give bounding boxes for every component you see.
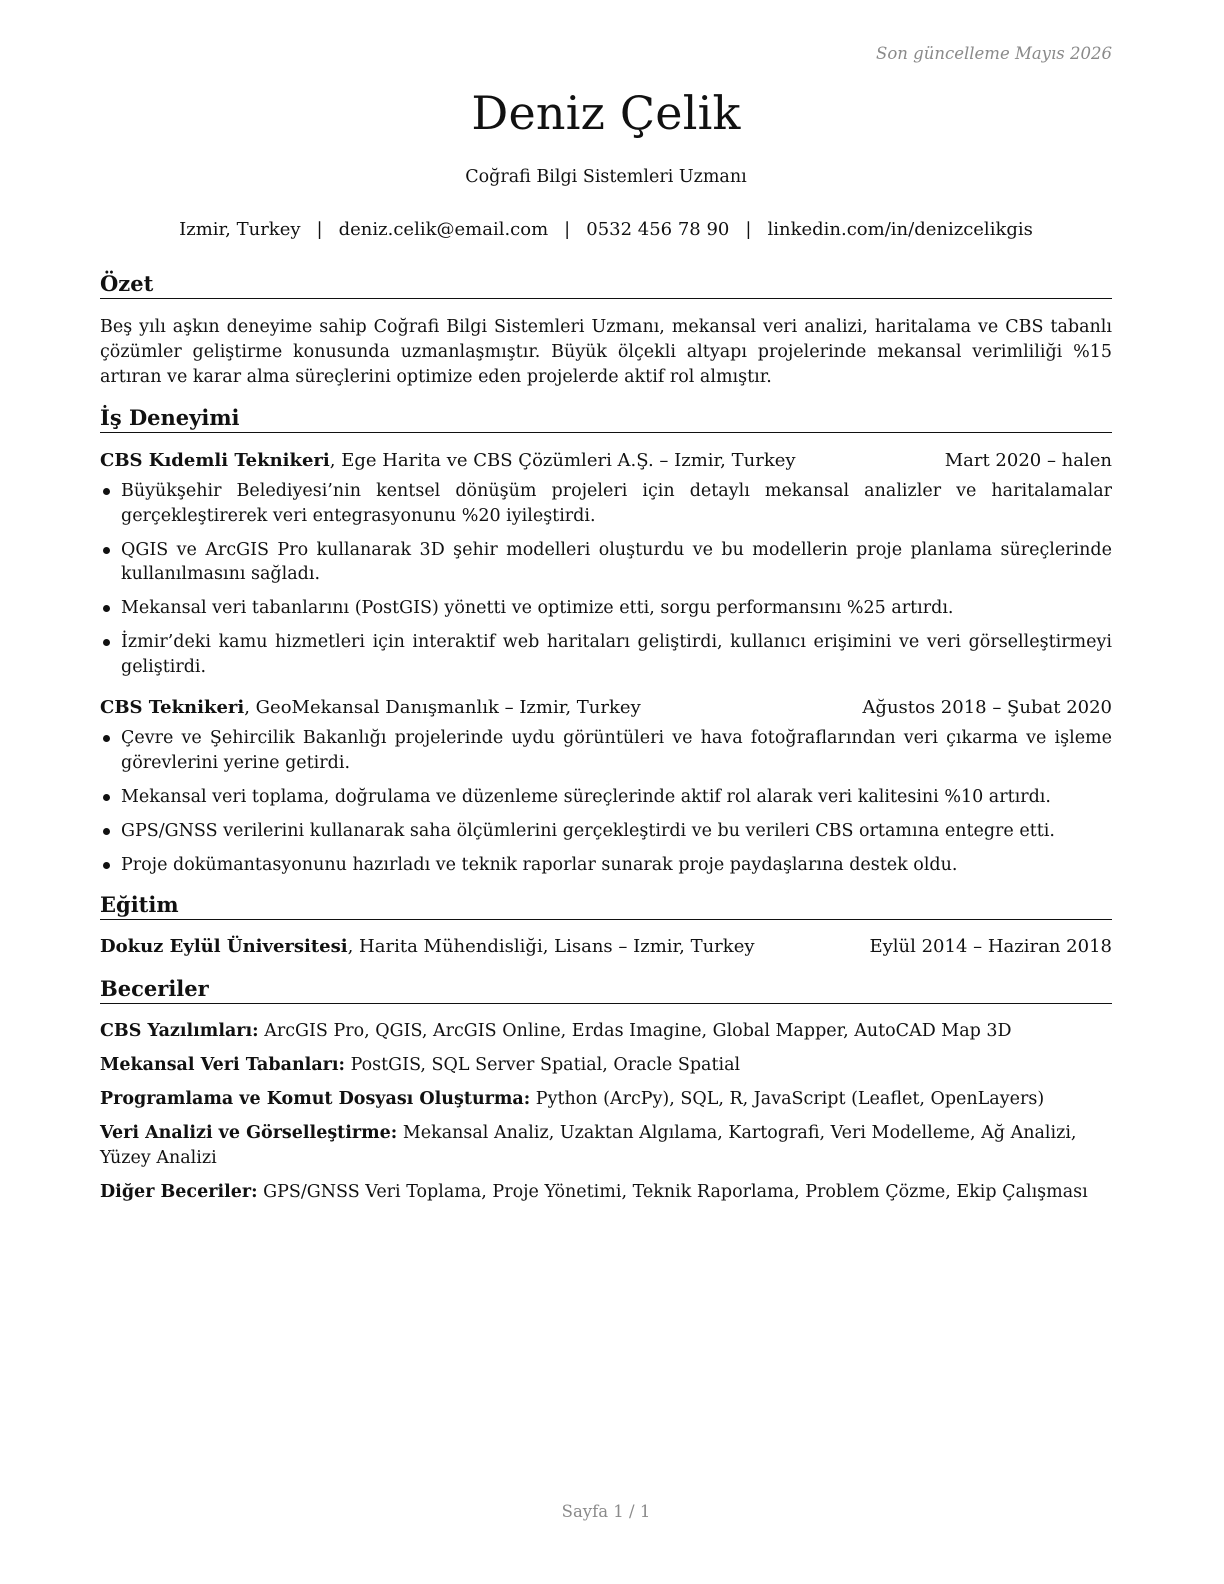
- job-header: [100, 449, 1112, 473]
- skill-line: [100, 1087, 1112, 1112]
- section-heading-experience: İş Deneyimi: [100, 406, 1112, 433]
- separator: |: [564, 219, 571, 240]
- section-heading-skills: Beceriler: [100, 977, 1112, 1004]
- skill-line: [100, 1121, 1112, 1171]
- list-item: GPS/GNSS verilerini kullanarak saha ölçümlerini gerçekleştirdi ve bu verileri CBS ortamına entegre etti.: [100, 819, 1112, 844]
- resume-page: [100, 0, 1112, 1584]
- skill-value: Mekansal Analiz, Uzaktan Algılama, Kartografi, Veri Modelleme, Ağ Analizi, Yüzey Analizi: [100, 1123, 1077, 1168]
- skill-line: [100, 1180, 1112, 1205]
- list-item: QGIS ve ArcGIS Pro kullanarak 3D şehir modelleri oluşturdu ve bu modellerin proje planlama süreçlerinde kullanılmasını sağladı.: [100, 538, 1112, 587]
- page-number: Sayfa 1 / 1: [561, 1502, 651, 1521]
- skill-label: Programlama ve Komut Dosyası Oluşturma:: [100, 1089, 531, 1109]
- contact-phone: 0532 456 78 90: [586, 219, 730, 240]
- skill-line: [100, 1053, 1112, 1078]
- contact-location: Izmir, Turkey: [179, 219, 301, 240]
- education-line: [100, 935, 1112, 959]
- degree-detail: , Harita Mühendisliği, Lisans – Izmir, Turkey: [347, 936, 755, 957]
- skill-label: Mekansal Veri Tabanları:: [100, 1055, 345, 1075]
- skill-label: CBS Yazılımları:: [100, 1021, 259, 1041]
- skill-label: Veri Analizi ve Görselleştirme:: [100, 1123, 398, 1143]
- separator: |: [316, 219, 323, 240]
- person-name: Deniz Çelik: [471, 86, 741, 140]
- list-item: Mekansal veri toplama, doğrulama ve düzenleme süreçlerinde aktif rol alarak veri kalitesini %10 artırdı.: [100, 785, 1112, 810]
- skill-value: PostGIS, SQL Server Spatial, Oracle Spatial: [345, 1055, 741, 1075]
- list-item: Proje dokümantasyonunu hazırladı ve teknik raporlar sunarak proje paydaşlarına destek oldu.: [100, 853, 1112, 878]
- list-item: Çevre ve Şehircilik Bakanlığı projelerinde uydu görüntüleri ve hava fotoğraflarından veri çıkarma ve işleme görevlerini yerine getirdi.: [100, 726, 1112, 775]
- skill-label: Diğer Beceriler:: [100, 1182, 258, 1202]
- separator: |: [745, 219, 752, 240]
- job-org: , Ege Harita ve CBS Çözümleri A.Ş. – Izmir, Turkey: [329, 450, 796, 471]
- list-item: İzmir’deki kamu hizmetleri için interaktif web haritaları geliştirdi, kullanıcı erişimini ve veri görselleştirmeyi geliştirdi.: [100, 630, 1112, 679]
- skill-value: ArcGIS Pro, QGIS, ArcGIS Online, Erdas Imagine, Global Mapper, AutoCAD Map 3D: [258, 1021, 1012, 1041]
- section-heading-summary: Özet: [100, 272, 1112, 299]
- list-item: Büyükşehir Belediyesi’nin kentsel dönüşüm projeleri için detaylı mekansal analizler ve haritalamalar gerçekleştirerek veri entegrasyonunu %20 iyileştirdi.: [100, 479, 1112, 528]
- skill-value: GPS/GNSS Veri Toplama, Proje Yönetimi, Teknik Raporlama, Problem Çözme, Ekip Çalışması: [257, 1182, 1088, 1202]
- skill-value: Python (ArcPy), SQL, R, JavaScript (Leaflet, OpenLayers): [530, 1089, 1045, 1109]
- job-dates: Mart 2020 – halen: [944, 450, 1112, 471]
- education-dates: Eylül 2014 – Haziran 2018: [869, 936, 1112, 957]
- summary-text: Beş yılı aşkın deneyime sahip Coğrafi Bilgi Sistemleri Uzmanı, mekansal veri analizi, haritalama ve CBS tabanlı çözümler geliştirme konusunda uzmanlaşmıştır. Büyük ölçekli altyapı projelerinde mekansal verimliliği %15 artıran ve karar alma süreçlerini optimize eden projelerde aktif rol almıştır.: [100, 317, 1112, 387]
- job-title: Coğrafi Bilgi Sistemleri Uzmanı: [465, 167, 747, 187]
- job-role: CBS Teknikeri: [100, 697, 245, 718]
- job-bullets: [100, 479, 1112, 689]
- job-bullets: [100, 726, 1112, 887]
- job-org: , GeoMekansal Danışmanlık – Izmir, Turkey: [244, 697, 641, 718]
- job-role: CBS Kıdemli Teknikeri: [100, 450, 330, 471]
- contact-line: [100, 219, 1112, 240]
- contact-email[interactable]: deniz.celik@email.com: [338, 219, 549, 240]
- list-item: Mekansal veri tabanlarını (PostGIS) yönetti ve optimize etti, sorgu performansını %25 artırdı.: [100, 596, 1112, 621]
- skill-line: [100, 1019, 1112, 1044]
- section-heading-education: Eğitim: [100, 893, 1112, 920]
- job-dates: Ağustos 2018 – Şubat 2020: [862, 697, 1112, 718]
- job-header: [100, 696, 1112, 720]
- school-name: Dokuz Eylül Üniversitesi: [100, 936, 348, 957]
- last-updated: Son güncelleme Mayıs 2026: [876, 44, 1112, 63]
- contact-linkedin[interactable]: linkedin.com/in/denizcelikgis: [767, 219, 1033, 240]
